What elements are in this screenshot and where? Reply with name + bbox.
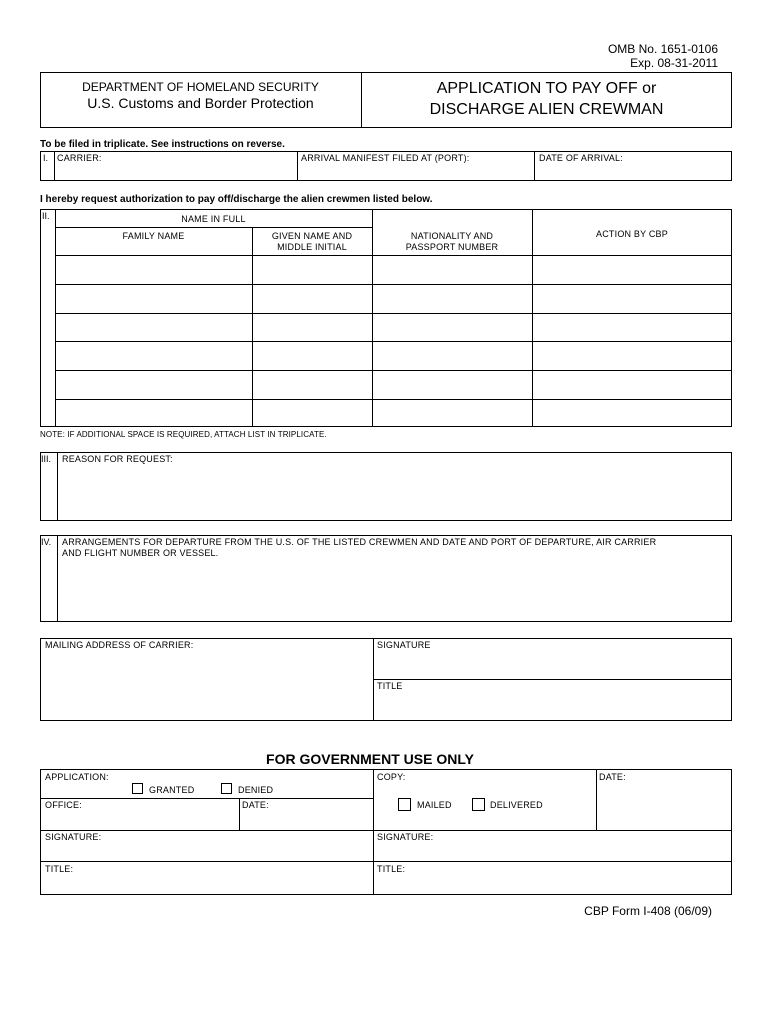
copy-date-label: DATE: xyxy=(599,772,626,782)
name-in-full-header: NAME IN FULL xyxy=(181,214,246,224)
office-label: OFFICE: xyxy=(45,800,82,810)
carrier-field[interactable] xyxy=(55,164,296,180)
copy-label: COPY: xyxy=(377,772,406,782)
delivered-label: DELIVERED xyxy=(490,800,543,810)
table-row[interactable] xyxy=(56,371,731,399)
expiration-date: Exp. 08-31-2011 xyxy=(630,56,718,70)
gov-title-left-label: TITLE: xyxy=(45,864,74,874)
omb-number: OMB No. 1651-0106 xyxy=(607,42,718,56)
departure-arrangements-field[interactable] xyxy=(58,561,731,621)
given-name-header-line2: MIDDLE INITIAL xyxy=(277,242,347,252)
agency-name: DEPARTMENT OF HOMELAND SECURITY xyxy=(82,80,319,94)
carrier-signature-field[interactable] xyxy=(374,652,731,678)
gov-signature-right-label: SIGNATURE: xyxy=(377,832,434,842)
agency-subname: U.S. Customs and Border Protection xyxy=(87,95,314,111)
carrier-label: CARRIER: xyxy=(57,153,102,163)
table-row[interactable] xyxy=(56,314,731,341)
additional-space-note: NOTE: IF ADDITIONAL SPACE IS REQUIRED, ATTACH LIST IN TRIPLICATE. xyxy=(40,430,327,439)
mailing-address-label: MAILING ADDRESS OF CARRIER: xyxy=(45,640,194,650)
mailed-label: MAILED xyxy=(417,800,452,810)
copy-date-field[interactable] xyxy=(597,784,731,829)
office-date-label: DATE: xyxy=(242,800,269,810)
table-row[interactable] xyxy=(56,285,731,313)
carrier-signature-label: SIGNATURE xyxy=(377,640,431,650)
table-row[interactable] xyxy=(56,400,731,426)
granted-label: GRANTED xyxy=(149,785,195,795)
gov-title-left-field[interactable] xyxy=(41,875,372,894)
section-4-number: IV. xyxy=(41,537,52,547)
form-title-line2: DISCHARGE ALIEN CREWMAN xyxy=(429,101,664,118)
family-name-header: FAMILY NAME xyxy=(122,231,185,241)
given-name-header-line1: GIVEN NAME AND xyxy=(271,231,353,241)
reason-for-request-label: REASON FOR REQUEST: xyxy=(62,454,173,464)
section-3-number: III. xyxy=(41,454,52,464)
carrier-title-field[interactable] xyxy=(374,693,731,720)
form-number: CBP Form I-408 (06/09) xyxy=(584,904,712,918)
instructions: To be filed in triplicate. See instructions on reverse. xyxy=(40,139,285,150)
gov-title-right-label: TITLE: xyxy=(377,864,406,874)
section-1-number: I. xyxy=(43,153,49,163)
carrier-title-label: TITLE xyxy=(377,681,403,691)
gov-signature-right-field[interactable] xyxy=(374,843,731,860)
nationality-header-line1: NATIONALITY AND xyxy=(410,231,494,241)
arrival-manifest-label: ARRIVAL MANIFEST FILED AT (PORT): xyxy=(301,153,470,163)
table-row[interactable] xyxy=(56,342,731,370)
government-use-heading: FOR GOVERNMENT USE ONLY xyxy=(266,751,474,767)
form-title-line1: APPLICATION TO PAY OFF or xyxy=(436,80,657,97)
mailed-checkbox[interactable] xyxy=(398,798,411,811)
arrival-manifest-field[interactable] xyxy=(298,164,533,180)
request-statement: I hereby request authorization to pay off/discharge the alien crewmen listed below. xyxy=(40,194,433,205)
application-label: APPLICATION: xyxy=(45,772,109,782)
arrival-date-field[interactable] xyxy=(535,164,731,180)
action-by-cbp-header: ACTION BY CBP xyxy=(596,229,668,239)
gov-title-right-field[interactable] xyxy=(374,875,731,894)
table-row[interactable] xyxy=(56,256,731,284)
office-field[interactable] xyxy=(41,811,238,829)
denied-checkbox[interactable] xyxy=(221,783,232,794)
office-date-field[interactable] xyxy=(240,811,372,829)
section-2-number: II. xyxy=(42,211,50,221)
gov-signature-left-field[interactable] xyxy=(41,843,372,860)
granted-checkbox[interactable] xyxy=(132,783,143,794)
departure-arrangements-label-line2: AND FLIGHT NUMBER OR VESSEL. xyxy=(62,548,219,558)
delivered-checkbox[interactable] xyxy=(472,798,485,811)
gov-signature-left-label: SIGNATURE: xyxy=(45,832,102,842)
departure-arrangements-label-line1: ARRANGEMENTS FOR DEPARTURE FROM THE U.S. OF THE LISTED CREWMEN AND DATE AND PORT OF DEPARTURE, AIR CARRIER xyxy=(62,537,657,547)
mailing-address-field[interactable] xyxy=(41,652,372,720)
nationality-header-line2: PASSPORT NUMBER xyxy=(405,242,499,252)
denied-label: DENIED xyxy=(238,785,274,795)
reason-for-request-field[interactable] xyxy=(58,466,731,520)
arrival-date-label: DATE OF ARRIVAL: xyxy=(539,153,623,163)
